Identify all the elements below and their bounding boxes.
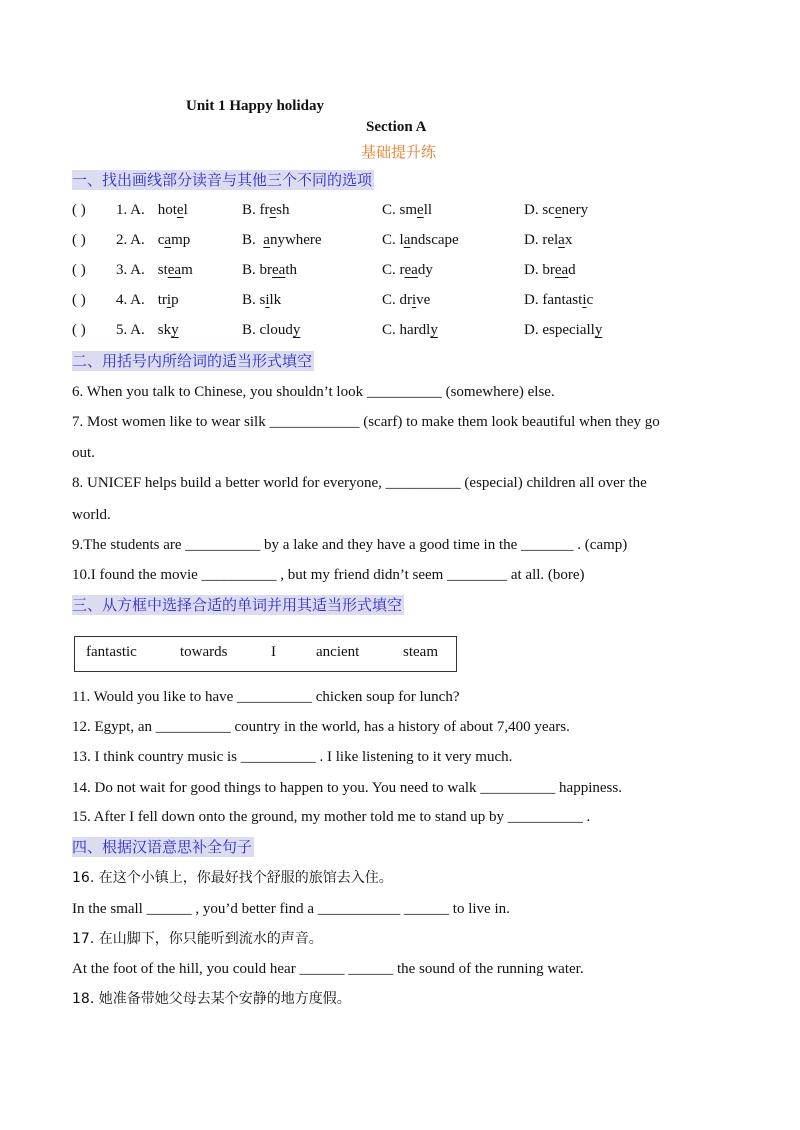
question-8: 8. UNICEF helps build a better world for everyone, __________ (especial) children all over the xyxy=(72,475,647,491)
answer-blank: ( ) xyxy=(72,202,86,218)
underlined-letters: y xyxy=(292,322,301,338)
option-text: x xyxy=(564,232,573,248)
option-text: D. especiall xyxy=(524,322,595,338)
option-text: ndscape xyxy=(410,232,459,248)
option-text: nery xyxy=(561,202,589,218)
question-number: 1. A. xyxy=(116,202,145,218)
question-10: 10.I found the movie __________ , but my friend didn’t seem ________ at all. (bore) xyxy=(72,567,585,583)
underlined-letters: ea xyxy=(167,262,182,278)
underlined-letters: e xyxy=(269,202,277,218)
option-text: sh xyxy=(276,202,290,218)
option-text: nywhere xyxy=(269,232,322,248)
underlined-letters: i xyxy=(265,292,270,308)
answer-blank: ( ) xyxy=(72,292,86,308)
option-b xyxy=(242,319,300,341)
answer-blank: ( ) xyxy=(72,262,86,278)
option-b xyxy=(242,199,290,221)
option-b xyxy=(242,259,297,281)
underlined-letters: a xyxy=(558,232,565,248)
question-15: 15. After I fell down onto the ground, my mother told me to stand up by __________ . xyxy=(72,809,591,825)
question-number: 5. A. xyxy=(116,322,145,338)
option-text: B. s xyxy=(242,292,266,308)
question-2-row xyxy=(0,229,800,251)
underlined-letters: i xyxy=(412,292,417,308)
question-17-chinese: 17. 在山脚下，你只能听到流水的声音。 xyxy=(72,931,323,947)
option-text: B. cloud xyxy=(242,322,293,338)
option-c xyxy=(382,229,459,251)
option-text: D. rel xyxy=(524,232,559,248)
option-text: B. fr xyxy=(242,202,270,218)
option-text: D. sc xyxy=(524,202,555,218)
underlined-letters: y xyxy=(171,322,179,338)
underlined-letters: y xyxy=(430,322,438,338)
option-a xyxy=(154,319,179,341)
question-6: 6. When you talk to Chinese, you shouldn’t look __________ (somewhere) else. xyxy=(72,384,555,400)
option-text: B. xyxy=(242,232,264,248)
underlined-letters: a xyxy=(403,232,411,248)
word-box-item: towards xyxy=(180,644,228,660)
option-c xyxy=(382,259,433,281)
question-16-english: In the small ______ , you’d better find a ___________ ______ to live in. xyxy=(72,901,510,917)
option-text: th xyxy=(285,262,297,278)
option-text: D. fantast xyxy=(524,292,583,308)
question-14: 14. Do not wait for good things to happen to you. You need to walk __________ happiness. xyxy=(72,780,622,796)
question-8-cont: world. xyxy=(72,507,111,523)
subtitle: 基础提升练 xyxy=(361,143,437,161)
question-3-row xyxy=(0,259,800,281)
question-18-chinese: 18. 她准备带她父母去某个安静的地方度假。 xyxy=(72,991,351,1007)
section-1-heading: 一、找出画线部分读音与其他三个不同的选项 xyxy=(72,171,373,189)
answer-blank: ( ) xyxy=(72,322,86,338)
option-d xyxy=(524,229,572,251)
question-5-row xyxy=(0,319,800,341)
question-11: 11. Would you like to have __________ chicken soup for lunch? xyxy=(72,689,460,705)
option-text: st xyxy=(154,262,168,278)
underlined-letters: ea xyxy=(272,262,286,278)
question-7: 7. Most women like to wear silk ____________ (scarf) to make them look beautiful when they go xyxy=(72,414,660,430)
underlined-letters: i xyxy=(166,292,172,308)
option-text: dy xyxy=(417,262,433,278)
option-text: c xyxy=(586,292,594,308)
underlined-letters: ea xyxy=(554,262,569,278)
option-d xyxy=(524,199,588,221)
option-text: mp xyxy=(171,232,191,248)
option-text: D. br xyxy=(524,262,555,278)
option-c xyxy=(382,289,430,311)
section-title: Section A xyxy=(366,119,427,135)
underlined-letters: ea xyxy=(404,262,418,278)
question-13: 13. I think country music is __________ . I like listening to it very much. xyxy=(72,749,513,765)
section-4-heading: 四、根据汉语意思补全句子 xyxy=(72,838,253,856)
option-text: C. dr xyxy=(382,292,412,308)
option-b xyxy=(242,289,281,311)
option-text: C. hardl xyxy=(382,322,431,338)
option-b xyxy=(242,229,322,251)
option-text: tr xyxy=(154,292,167,308)
question-7-cont: out. xyxy=(72,445,95,461)
option-a xyxy=(154,259,193,281)
underlined-letters: e xyxy=(554,202,562,218)
underlined-letters: y xyxy=(594,322,603,338)
question-number: 2. A. xyxy=(116,232,145,248)
underlined-letters: e xyxy=(176,202,184,218)
unit-title: Unit 1 Happy holiday xyxy=(186,98,324,114)
question-17-english: At the foot of the hill, you could hear ______ ______ the sound of the running water. xyxy=(72,961,584,977)
option-text: d xyxy=(568,262,576,278)
option-text: hot xyxy=(154,202,177,218)
underlined-letters: e xyxy=(417,202,424,218)
option-text: p xyxy=(171,292,179,308)
underlined-letters: i xyxy=(582,292,587,308)
option-c xyxy=(382,319,438,341)
option-d xyxy=(524,289,593,311)
option-text: ve xyxy=(416,292,431,308)
option-text: C. l xyxy=(382,232,404,248)
section-2-heading: 二、用括号内所给词的适当形式填空 xyxy=(72,352,313,370)
option-text: l xyxy=(183,202,188,218)
option-text: m xyxy=(181,262,193,278)
option-a xyxy=(154,229,190,251)
option-text: C. sm xyxy=(382,202,418,218)
option-c xyxy=(382,199,432,221)
option-d xyxy=(524,259,576,281)
underlined-letters: a xyxy=(263,232,270,248)
word-box-item: fantastic xyxy=(86,644,137,660)
question-9: 9.The students are __________ by a lake and they have a good time in the _______ . (camp) xyxy=(72,537,628,553)
option-text: lk xyxy=(269,292,282,308)
option-text: C. r xyxy=(382,262,405,278)
option-text: B. br xyxy=(242,262,272,278)
question-1-row xyxy=(0,199,800,221)
section-3-heading: 三、从方框中选择合适的单词并用其适当形式填空 xyxy=(72,596,403,614)
option-text: ll xyxy=(423,202,433,218)
word-box-item: steam xyxy=(403,644,438,660)
answer-blank: ( ) xyxy=(72,232,86,248)
word-box xyxy=(74,636,457,672)
option-text: sk xyxy=(154,322,172,338)
option-a xyxy=(154,289,179,311)
question-16-chinese: 16. 在这个小镇上，你最好找个舒服的旅馆去入住。 xyxy=(72,870,393,886)
underlined-letters: a xyxy=(164,232,172,248)
option-text: c xyxy=(154,232,165,248)
word-box-item: ancient xyxy=(316,644,360,660)
question-12: 12. Egypt, an __________ country in the world, has a history of about 7,400 years. xyxy=(72,719,570,735)
question-number: 4. A. xyxy=(116,292,145,308)
question-number: 3. A. xyxy=(116,262,145,278)
option-a xyxy=(154,199,188,221)
question-4-row xyxy=(0,289,800,311)
option-d xyxy=(524,319,602,341)
word-box-item: I xyxy=(271,644,276,660)
